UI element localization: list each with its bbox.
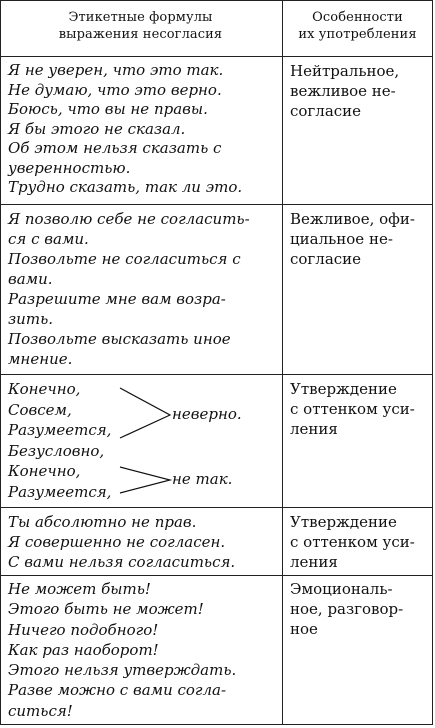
formula-line: Не может быть! xyxy=(8,580,151,598)
usage-line: ления xyxy=(290,553,338,571)
row-2-usage xyxy=(290,209,415,269)
formula-line: Я не уверен, что это так. xyxy=(8,61,224,79)
formula-line: Я бы этого не сказал. xyxy=(8,119,186,138)
usage-line: вежливое не- xyxy=(290,82,396,100)
formula-line: ся с вами. xyxy=(8,230,89,248)
formula-line: Конечно, xyxy=(8,380,81,398)
row-4-formulas xyxy=(8,512,235,572)
row-3-usage xyxy=(290,379,415,439)
usage-line: ления xyxy=(290,420,338,438)
formula-line: Как раз наоборот! xyxy=(8,640,159,659)
row-5-formulas xyxy=(8,579,236,721)
formula-line: Конечно, xyxy=(8,462,81,480)
formula-line: Позвольте не согласиться с xyxy=(8,250,241,268)
row-3-formulas xyxy=(8,379,111,502)
formula-line: Не думаю, что это верно. xyxy=(8,80,222,99)
row-divider xyxy=(1,204,432,205)
header-usage xyxy=(282,9,433,43)
formula-line: уверенностью. xyxy=(8,158,131,177)
formula-line: Безусловно, xyxy=(8,441,105,460)
usage-line: согласие xyxy=(290,250,362,268)
formula-line: Я совершенно не согласен. xyxy=(8,533,226,551)
target-word: не так. xyxy=(172,470,233,488)
header-formulas-line: Этикетные формулы xyxy=(68,10,213,25)
usage-line: ное, разговор- xyxy=(290,600,404,618)
usage-line: согласие xyxy=(290,102,362,120)
usage-line: с оттенком уси- xyxy=(290,533,415,551)
formula-line: ситься! xyxy=(8,701,73,720)
row-divider xyxy=(1,507,432,508)
header-formulas-line: выражения несогласия xyxy=(58,27,223,42)
row-1-formulas xyxy=(8,61,242,198)
formula-line: мнение. xyxy=(8,350,73,368)
usage-line: Вежливое, офи- xyxy=(290,210,415,228)
column-divider xyxy=(282,1,283,724)
formula-line: Об этом нельзя сказать с xyxy=(8,139,222,157)
header-usage-line: Особенности xyxy=(312,10,403,25)
header-formulas xyxy=(0,9,281,43)
usage-line: ное xyxy=(290,620,318,638)
formula-line: С вами нельзя согласиться. xyxy=(8,553,236,571)
formula-line: Ничего подобного! xyxy=(8,620,159,639)
row-4-usage xyxy=(290,512,415,572)
formula-line: Совсем, xyxy=(8,400,72,419)
formula-line: Разрешите мне вам возра- xyxy=(8,290,226,308)
formula-line: Боюсь, что вы не правы. xyxy=(8,100,208,118)
formula-line: Я позволю себе не согласить- xyxy=(8,210,250,228)
usage-line: Нейтральное, xyxy=(290,62,400,80)
header-usage-line: их употребления xyxy=(298,27,417,42)
row-5-usage xyxy=(290,579,403,639)
formula-line: Разумеется, xyxy=(8,482,112,501)
row-2-formulas xyxy=(8,209,250,369)
row-divider xyxy=(1,374,432,375)
formula-line: Позвольте высказать иное xyxy=(8,330,231,348)
usage-line: Утверждение xyxy=(290,513,397,531)
bracket-lower xyxy=(120,467,170,493)
usage-line: Эмоциональ- xyxy=(290,580,393,598)
usage-line: циальное не- xyxy=(290,230,393,248)
formula-line: Ты абсолютно не прав. xyxy=(8,513,197,531)
formula-line: вами. xyxy=(8,270,53,288)
formula-line: Этого нельзя утверждать. xyxy=(8,661,237,680)
bracket-upper xyxy=(120,388,170,438)
usage-line: Утверждение xyxy=(290,380,397,398)
usage-line: с оттенком уси- xyxy=(290,400,415,418)
formula-line: Этого быть не может! xyxy=(8,600,204,619)
formula-line: Трудно сказать, так ли это. xyxy=(8,178,243,196)
row-1-usage xyxy=(290,61,399,121)
formula-line: зить. xyxy=(8,310,53,328)
target-word: неверно. xyxy=(172,405,242,423)
bracket-lines xyxy=(118,378,178,502)
formula-line: Разумеется, xyxy=(8,421,112,439)
header-divider xyxy=(1,56,432,57)
row-divider xyxy=(1,575,432,576)
formula-line: Разве можно с вами согла- xyxy=(8,681,227,700)
